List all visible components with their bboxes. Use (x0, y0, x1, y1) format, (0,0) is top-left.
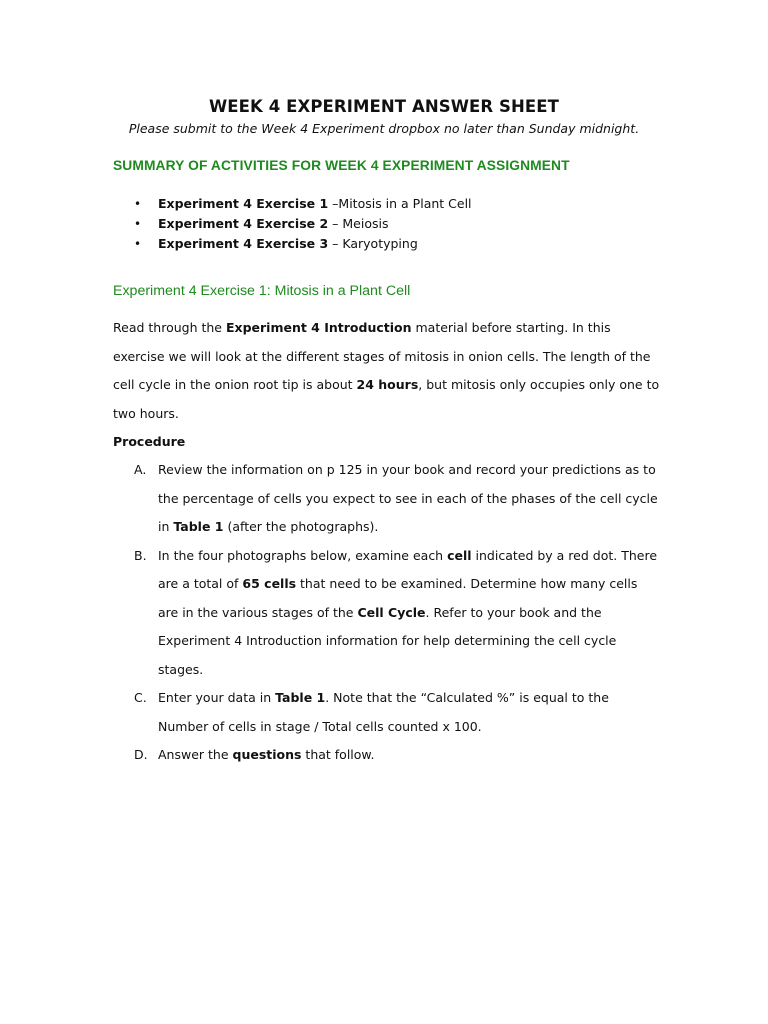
activity-text: Mitosis in a Plant Cell (338, 196, 472, 211)
activity-item (134, 214, 472, 234)
activity-item (134, 194, 472, 214)
step-text: that follow. (301, 747, 375, 762)
step-letter: C. (134, 690, 147, 705)
step-text: Enter your data in (158, 690, 276, 705)
activities-list (134, 194, 472, 254)
step-text: . Refer to your book and the Experiment 4 Introduction information for help determining the cell cycle stages. (158, 604, 617, 677)
step-text: . Note that the “Calculated %” is equal to the Number of cells in stage / Total cells counted x 100. (158, 690, 609, 734)
document-title: WEEK 4 EXPERIMENT ANSWER SHEET (208, 97, 560, 116)
submission-instructions: Please submit to the Week 4 Experiment dropbox no later than Sunday midnight. (128, 121, 640, 136)
step-bold-text: questions (232, 747, 302, 762)
bullet-icon: • (134, 217, 142, 231)
step-text: indicated by a red dot. There are a total of (158, 547, 658, 591)
step-bold-text: Table 1 (173, 519, 224, 534)
activity-separator: – (328, 196, 339, 211)
step-letter: A. (134, 462, 147, 477)
procedure-heading: Procedure (113, 434, 186, 449)
step-bold-text: Table 1 (275, 690, 326, 705)
step-letter: B. (134, 547, 147, 563)
intro-text: , but mitosis only occupies only one to two hours. (113, 377, 660, 421)
step-text: Answer the (158, 747, 233, 762)
bullet-icon: • (134, 237, 142, 251)
step-text: Review the information on p 125 in your book and record your predictions as to the percentage of cells you expect to see in each of the phases of the cell cycle in (158, 462, 658, 534)
intro-paragraph (113, 314, 663, 428)
activity-text: Meiosis (342, 216, 389, 231)
procedure-step (134, 542, 660, 685)
exercise-heading: Experiment 4 Exercise 1: Mitosis in a Plant Cell (113, 283, 411, 299)
procedure-steps (134, 456, 660, 770)
intro-text: material before starting. In this exercise we will look at the different stages of mitosis in onion cells. The length of the cell cycle in the onion root tip is about (113, 320, 651, 392)
step-letter: D. (134, 747, 148, 762)
summary-heading: SUMMARY OF ACTIVITIES FOR WEEK 4 EXPERIMENT ASSIGNMENT (113, 158, 570, 173)
activity-label: Experiment 4 Exercise 3 (158, 236, 329, 251)
procedure-step (134, 741, 660, 770)
activity-separator: – (328, 236, 343, 251)
activity-label: Experiment 4 Exercise 1 (158, 196, 329, 211)
activity-separator: – (328, 216, 343, 231)
step-bold-text: cell (447, 547, 472, 563)
activity-item (134, 234, 472, 254)
step-text: that need to be examined. Determine how many cells are in the various stages of the (158, 576, 638, 620)
step-bold-text: 65 cells (242, 576, 297, 591)
step-text: (after the photographs). (223, 519, 379, 534)
activity-label: Experiment 4 Exercise 2 (158, 216, 329, 231)
step-bold-text: Cell Cycle (357, 604, 426, 620)
intro-text: Read through the (113, 320, 226, 335)
bullet-icon: • (134, 197, 142, 211)
procedure-step (134, 456, 660, 542)
intro-bold-text: 24 hours (356, 377, 419, 392)
intro-bold-text: Experiment 4 Introduction (225, 320, 412, 335)
activity-text: Karyotyping (342, 236, 418, 251)
step-text: In the four photographs below, examine each (158, 547, 448, 563)
procedure-step (134, 684, 660, 741)
